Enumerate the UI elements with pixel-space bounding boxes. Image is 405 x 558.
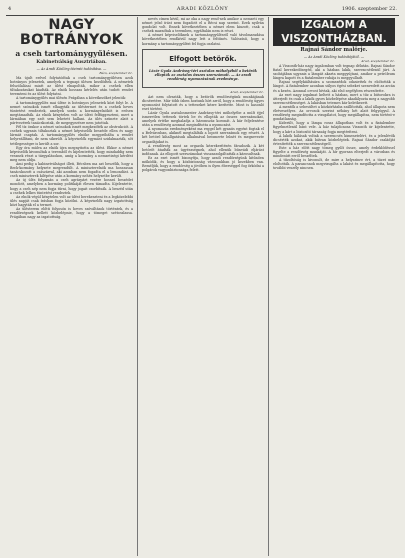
banner-izgalom: IZGALOM A VISZONTHÁZBAN.	[273, 18, 395, 46]
article-box-betorok	[142, 49, 264, 88]
paragraph: A lakók hálásak voltak a szerencsés kimenetelért, és a jelenlévők dicsérték azokat, akik bátran közbeléptek. Rajnai Sándor családját értesítették a szerencsétlenségről.	[272, 133, 395, 146]
paragraph: A Viszonth-ház nagy izgalomban volt tegnap délután. Rajnai Sándor fiatal kereskedősegéd, aki a házban lakik, szerencsétlenül járt. A szobájában ugyanis a lámpát akarta meggyújtani, amikor a petróleum lángra kapott és a fiatalember ruhája is meggyulladt.	[272, 64, 395, 81]
dateline: Arad, szeptember 21.	[230, 89, 264, 94]
paragraph: Ez az eset ismét bizonyítja, hogy aradi rendőrségünk kitűnően működik, és hogy a közbiztonság városunkban jó kezekben van. Reméljük, hogy a rendőrség a jövőben is ilyen éberséggel fog őrködni a polgárok vagyonbiztonsága felett.	[141, 155, 264, 173]
paragraph: A mentők a sebesültet a közkórházba szállították, ahol állapota nem életveszélyes. Az orvosok szerint néhány hét alatt felgyógyul. A rendőrség megindította a vizsgálatot, hogy megállapítsa, nem történt-e gondatlanság.	[272, 104, 395, 122]
paragraph: Az eset nagy izgalmat keltett a házban, mert a tűz a bútorokra is átterjedt és csak a lakók gyors közbelépése akadályozta meg a nagyobb szerencsétlenséget. A lakásban tetemes kár keletkezett.	[272, 92, 395, 105]
paragraph: A tartománygyűlés mai ülésén Prágában a következőket jelentik:	[16, 96, 127, 101]
byline: — Az Aradi Közlöny távirati tudósítása. —	[36, 67, 107, 71]
paragraph: Az ülésterem előtti folyosón is heves szóváltások történtek, és a rendőrségnek kellett közbelépnie, hogy a tömeget szétoszlassa. Prágában nagy az izgatottság.	[10, 207, 133, 220]
paragraph: Rajnai segélykiáltására a szomszédok odasiettek és eloltották a lángot. A fiatalember azonban súlyos égési sebeket szenvedett az arcán és a kezén. Azonnal orvost hívtak, aki első segélyben részesítette.	[272, 80, 395, 93]
page-header	[6, 4, 399, 15]
paragraph: A nyomozás eredményeként ma reggel két gyanús egyént fogtak el a Belvárosban, akiknél megtalálták a lopott szerszámok egy részét. A két betörő kihallgatásuk alkalmával beismerte bűnét és megnevezte orgazdájukat is.	[141, 127, 264, 144]
paragraph: A német képviselőknek a tartománygyűlésről való távolmaradása következtében rendkívül nagy lett a feltűnés. Valószínű, hogy a kormány a tartománygyűlést fel fogja oszlatni.	[141, 33, 264, 46]
paragraph: Ami pedig a kabinetválságot illeti, Bécsben ma azt beszélik, hogy a Beck-kormány helyzete megrendült. A miniszterelnök ma hosszasan tanácskozott a császárral, aki azonban nem fogadta el a lemondást. A cseh miniszterek kilépése után a kormány nehéz helyzetbe került.	[10, 161, 133, 179]
dateline: Bécs, szeptember 21.	[99, 71, 133, 75]
divider	[159, 66, 247, 67]
page-number: 4	[8, 6, 12, 12]
headline-botranyok: NAGY BOTRÁNYOK	[19, 17, 124, 48]
newspaper-title: ARADI KÖZLÖNY	[176, 6, 229, 12]
column-2	[137, 17, 268, 556]
header-rule	[6, 15, 399, 16]
paragraph: Az elnök végül kénytelen volt az ülést berekeszteni és a legközelebbi ülés napját csak írásban fogja közölni. A képviselők nagy izgatottság közt hagyták el a termet.	[10, 194, 133, 207]
paragraph: Ma újult erővel folytatódtak a cseh tartománygyűlésen azok botrányos jelenetek, amelyek a tegnapi ülésen kezdődtek. A németek felszólalásai miatt az ülést elnapolták, mikor a csehek ellen tiltakozásukat kiadták. Az elnök hosszas kérlelés után tudott rendet teremteni és az ülést folytatni.	[10, 76, 133, 97]
headline-cseh: a cseh tartománygyűlésen.	[15, 49, 128, 58]
column-3	[268, 17, 399, 556]
paragraph: A tűzoltóság is kivonult, de mire a helyszínre ért, a tüzet már eloltották. A parancsnok megvizsgálta a lakást és megállapította, hogy további veszély nincsen.	[272, 158, 395, 171]
byline: — Az Aradi Közlöny tudósítójától. —	[303, 55, 365, 59]
issue-date: 1906. szeptember 22.	[341, 6, 397, 12]
paragraph: A tartománygyűlés mai ülése is botrányos jelenetek közt folyt le. A nemet szónokok ismét elhagyták az üléstermet és a csehek heves tüntetést rendeztek, amelyek során a kormányelnököt is erősen megtámadták. Az elnök kénytelen volt az ülést felfüggeszteni, mert a lármában egy szót sem lehetett hallani. Az ülés szünete alatt a pártvezérek tanácskoztak, de megegyezésre nem jutottak.	[10, 100, 133, 126]
paragraph: Kiderült, hogy a lámpa rossz állapotban volt és a fiatalember figyelmetlenül bánt vele. A ház tulajdonosa Viszonth úr kijelentette, hogy a kárt a biztosító társaság fogja megtéríteni.	[272, 121, 395, 134]
paragraph: Az új ülés folyamán a cseh agrárpárt vezére hosszú beszédet mondott, amelyben a kormány politikáját élesen támadta. Kijelentette, hogy a cseh nép nem fogja tűrni, hogy jogait csorbítsák. A beszéd után a csehek lelkes tüntetést rendeztek.	[10, 178, 133, 195]
paragraph: Egy óra múlva az elnök újra megnyitotta az ülést. Ekkor a német képviselők kivonultak a teremből és kijelentették, hogy mindaddig nem vesznek részt a tárgyalásokon, amíg a kormány a nemzetiségi kérdést meg nem oldja.	[10, 145, 133, 162]
column-1	[6, 17, 137, 556]
paragraph: Este a ház előtt nagy tömeg gyűlt össze, amely érdeklődéssel figyelte a rendőrség munkáját. A hír gyorsan elterjedt a városban és mindenütt erről beszéltek.	[272, 145, 395, 159]
subheadline-kabinet: Kabinetválság Ausztriában.	[36, 60, 107, 65]
paragraph: Azt nem olvasták, hogy a betörők rendőrségünk munkájának dicséretére. Már több ízben hoztunk hírt arról, hogy a rendőrség ügyes nyomozást folytatott és a tetteseket kézre kerítette. Most is hasonló eset történt.	[141, 94, 264, 111]
paragraph: nevés címen kívül, mi az oka a nagy rend-nek amikor a nemzeti egy német jelző írást nem fogadott el a Bécsi nap szerint. Ezek nyilván gondolat volt. Ennek következtében a német elem kiuzott, csak a csehek maradtak a teremben, egyáltalán nem is részt.	[141, 17, 264, 34]
headline-betorok: Elfogott betörők.	[169, 54, 237, 63]
paragraph: A rendőrség most az orgazda kézrekerítésén fáradozik. A két betörőt átadták az ügyészségnek, ahol ellenük bűnvádi eljárást indítanak. Az ellopott szerszámokat visszaszolgáltatták a károsultnak.	[141, 143, 264, 156]
columns	[6, 17, 399, 556]
paragraph: Lázár Gyula asztalosmester Andrássy-téri műhelyébe a múlt éjjel ismeretlen tettesek törtek be és ellopták az összes szerszámokat, amelyek értéke meghaladja a háromszáz koronát. A kár feljelentése után a rendőrség azonnal megindította a nyomozást.	[141, 110, 264, 128]
headline-rajnai: Rajnai Sándor malőrje.	[300, 47, 368, 53]
article-summary: Lázár Gyula Andrássy-téri asztalos műhelyéből a betörők ellopták az asztalos összes szerszámait. — Az aradi rendőrség nyomozásának eredménye.	[148, 68, 257, 82]
dateline: Arad, szeptember 21.	[361, 59, 395, 63]
paragraph: Fél tíz órakor a német szónokok ismét megkezdték az obstrukciót. A csehek ugyanis tiltakoztak a német képviselők beszéde ellen és nagy lármát csaptak. A tartománygyűlés elnöke megpróbálta a rendet helyreállítani, de nem sikerült. A képviselők egymást szidalmazták, sőt tettlegességre is került a sor.	[10, 125, 133, 146]
